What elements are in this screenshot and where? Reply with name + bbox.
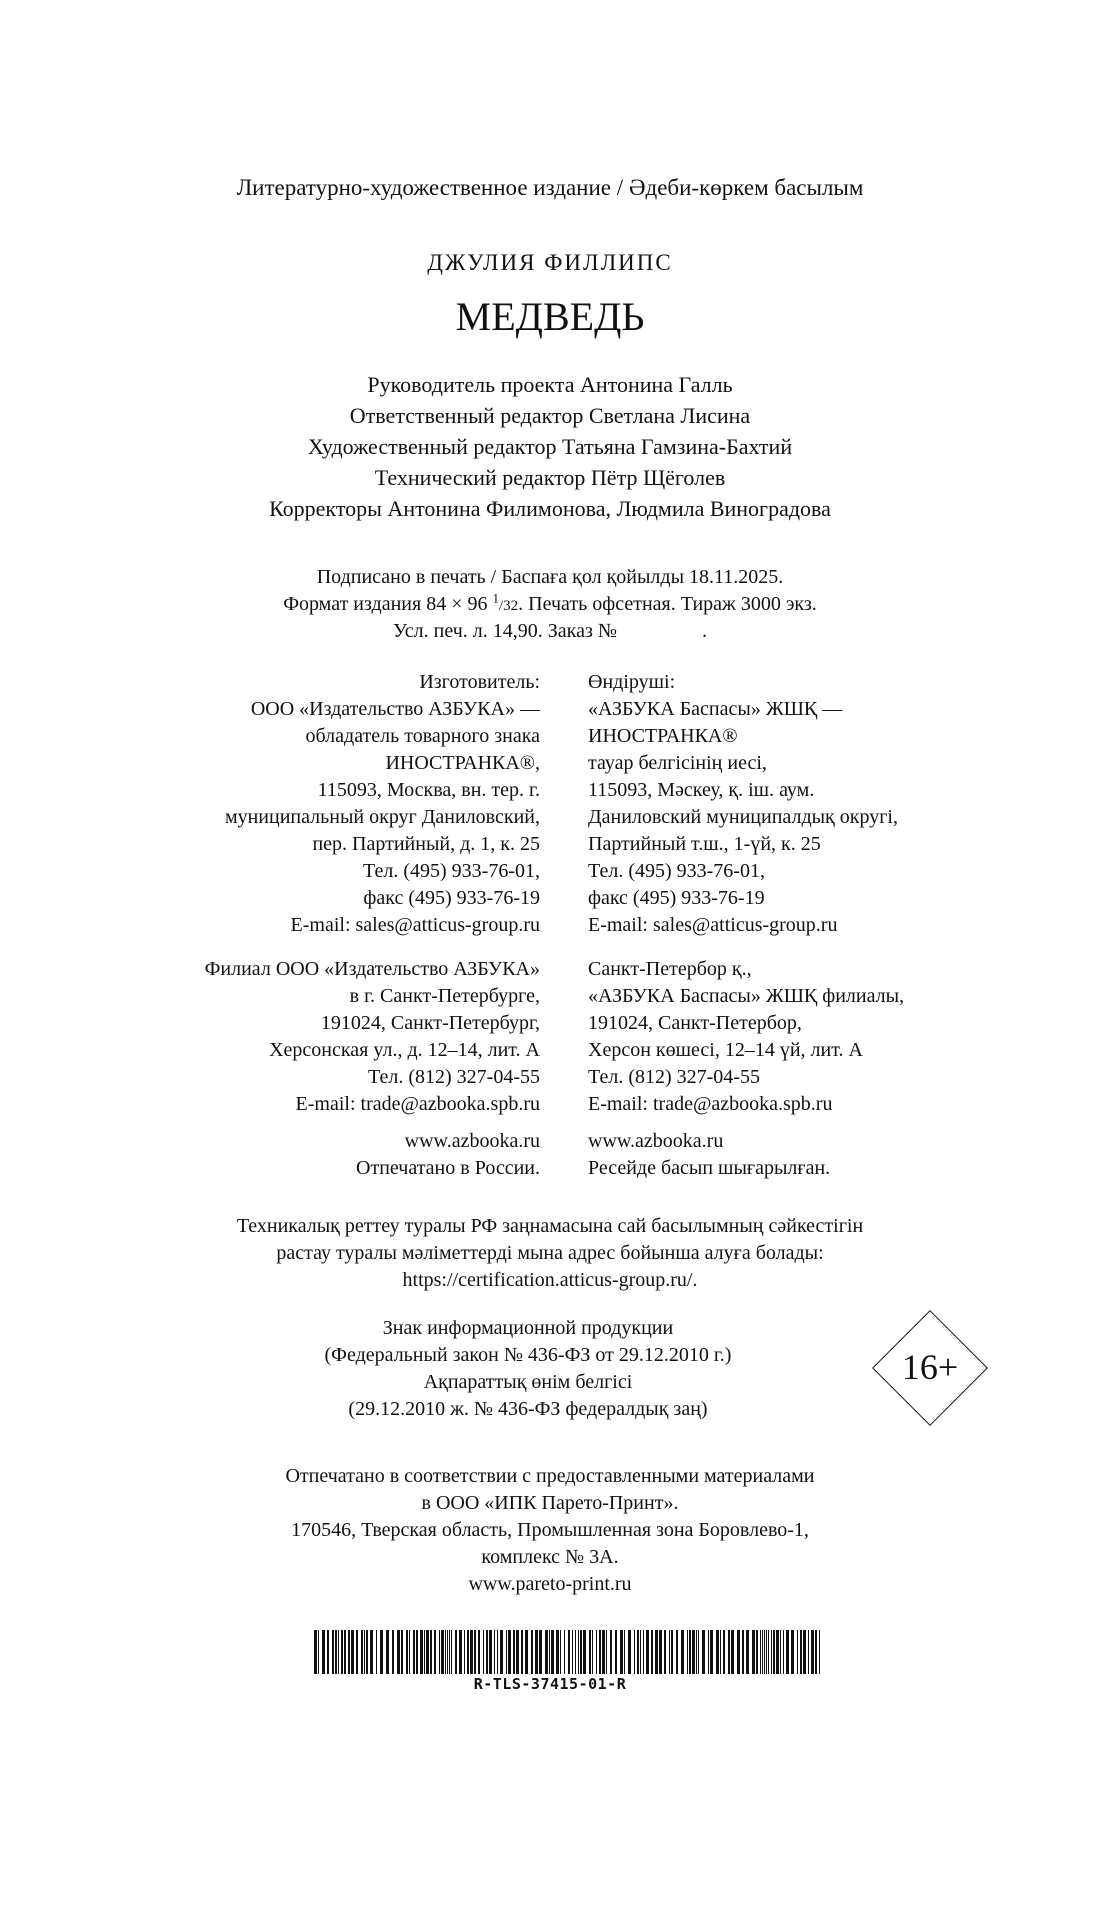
manufacturer-right: [588, 669, 898, 939]
barcode-bar: [549, 1630, 550, 1674]
barcode-bar: [664, 1630, 666, 1674]
barcode-bar: [430, 1630, 432, 1674]
address-line: 191024, Санкт-Петербор,: [588, 1012, 802, 1034]
address-line: 115093, Мәскеу, қ. іш. аум.: [588, 779, 815, 801]
barcode-bar: [643, 1630, 644, 1674]
barcode-bar: [556, 1630, 559, 1674]
barcode-bar: [545, 1630, 548, 1674]
barcode-bar: [344, 1630, 346, 1674]
barcode-bar: [610, 1630, 612, 1674]
barcode-bar: [397, 1630, 400, 1674]
barcode-bar: [710, 1630, 713, 1674]
barcode-bar: [361, 1630, 363, 1674]
barcode-bar: [572, 1630, 573, 1674]
barcode-bar: [811, 1630, 814, 1674]
barcode-bar: [689, 1630, 691, 1674]
barcode-bar: [746, 1630, 749, 1674]
barcode-bar: [413, 1630, 415, 1674]
barcode-bar: [637, 1630, 639, 1674]
certification-line: Техникалық реттеу туралы РФ заңнамасына сай басылымның сәйкестігін: [236, 1215, 864, 1237]
address-line: Өндіруші:: [588, 671, 676, 693]
barcode-bar: [416, 1630, 418, 1674]
barcode-bar: [578, 1630, 579, 1674]
barcode-bar: [815, 1630, 817, 1674]
barcode-bar: [406, 1630, 408, 1674]
barcode-bar: [766, 1630, 767, 1674]
address-line: Даниловский муниципалдық округі,: [588, 806, 898, 828]
barcode-bar: [615, 1630, 617, 1674]
barcode-bar: [500, 1630, 503, 1674]
address-line: в г. Санкт-Петербурге,: [349, 985, 540, 1007]
barcode-label: R-TLS-37415-01-R: [473, 1675, 627, 1693]
barcode-bar: [723, 1630, 725, 1674]
barcode-bar: [687, 1630, 688, 1674]
barcode-bar: [773, 1630, 775, 1674]
credit-line: Технический редактор Пётр Щёголев: [374, 465, 726, 490]
site-right: [588, 1128, 830, 1182]
barcode-bar: [786, 1630, 789, 1674]
barcode-bar: [497, 1630, 498, 1674]
barcode-bar: [338, 1630, 339, 1674]
barcode-bar: [698, 1630, 699, 1674]
branch-left: [205, 956, 540, 1118]
barcode-bar: [483, 1630, 484, 1674]
barcode-bar: [470, 1630, 473, 1674]
barcode-bar: [380, 1630, 383, 1674]
barcode-bar: [716, 1630, 719, 1674]
info-sign-line: Знак информационной продукции: [382, 1317, 674, 1339]
printed-in-line: Ресейде басып шығарылған.: [588, 1157, 831, 1179]
barcode-bar: [628, 1630, 631, 1674]
format-prefix: Формат издания 84 × 96: [283, 593, 493, 615]
barcode-bar: [327, 1630, 329, 1674]
printing-line: комплекс № 3А.: [481, 1546, 619, 1568]
barcode-bar: [819, 1630, 820, 1674]
book-title: МЕДВЕДЬ: [455, 294, 645, 339]
barcode-bar: [771, 1630, 772, 1674]
barcode-bar: [803, 1630, 806, 1674]
barcode-bar: [464, 1630, 465, 1674]
barcode-bar: [449, 1630, 450, 1674]
barcode-bar: [780, 1630, 781, 1674]
barcode-bar: [768, 1630, 769, 1674]
barcode-bar: [401, 1630, 403, 1674]
info-sign-line: Ақпараттық өнім белгісі: [423, 1371, 633, 1393]
barcode-bar: [434, 1630, 436, 1674]
signed-date: Подписано в печать / Баспаға қол қойылды 18.11.2025.: [316, 566, 784, 588]
barcode-bar: [681, 1630, 684, 1674]
barcode-bar: [318, 1630, 319, 1674]
barcode-bar: [575, 1630, 576, 1674]
barcode-bar: [516, 1630, 519, 1674]
credit-line: Корректоры Антонина Филимонова, Людмила Виноградова: [269, 496, 831, 521]
barcode-bar: [800, 1630, 802, 1674]
age-rating-label: 16+: [901, 1347, 959, 1387]
format-line: [0, 590, 1100, 616]
barcode-bar: [620, 1630, 623, 1674]
barcode-bar: [386, 1630, 389, 1674]
barcode-bar: [439, 1630, 440, 1674]
barcode-bar: [513, 1630, 515, 1674]
barcode-bar: [659, 1630, 662, 1674]
address-line: 191024, Санкт-Петербург,: [320, 1012, 540, 1034]
barcode-bar: [489, 1630, 492, 1674]
address-line: Санкт-Петербор қ.,: [588, 958, 752, 980]
barcode-bar: [580, 1630, 582, 1674]
barcode-bar: [332, 1630, 334, 1674]
email-line: E-mail: trade@azbooka.spb.ru: [588, 1093, 833, 1115]
address-line: ИНОСТРАНКА®,: [385, 752, 540, 774]
barcode-bar: [535, 1630, 538, 1674]
barcode-bar: [671, 1630, 673, 1674]
certification-line: растау туралы мәліметтерді мына адрес бойынша алуға болады:: [276, 1242, 824, 1264]
barcode-bar: [676, 1630, 678, 1674]
series-label: Литературно-художественное издание / Әдеби-көркем басылым: [236, 175, 864, 200]
address-line: Херсонская ул., д. 12–14, лит. А: [269, 1039, 540, 1061]
address-line: «АЗБУКА Баспасы» ЖШҚ филиалы,: [588, 985, 905, 1007]
barcode-bar: [314, 1630, 317, 1674]
email-line: E-mail: sales@atticus-group.ru: [588, 914, 838, 936]
barcode-bar: [420, 1630, 423, 1674]
barcode-bar: [720, 1630, 721, 1674]
barcode-bar: [531, 1630, 533, 1674]
barcode-bar: [646, 1630, 649, 1674]
barcode-bar: [441, 1630, 444, 1674]
barcode-bar: [764, 1630, 765, 1674]
address-line: пер. Партийный, д. 1, к. 25: [312, 833, 540, 855]
barcode-bar: [445, 1630, 446, 1674]
printing-line: Отпечатано в соответствии с предоставленными материалами: [285, 1465, 815, 1487]
barcode-bar: [366, 1630, 368, 1674]
address-line: ООО «Издательство АЗБУКА» —: [250, 698, 540, 720]
barcode-bar: [708, 1630, 709, 1674]
info-sign-line: (29.12.2010 ж. № 436-ФЗ федералдық заң): [348, 1398, 708, 1420]
barcode-bar: [596, 1630, 597, 1674]
barcode-bar: [356, 1630, 358, 1674]
barcode-bar: [370, 1630, 373, 1674]
barcode-bar: [341, 1630, 343, 1674]
barcode-bar: [447, 1630, 448, 1674]
site-left: [356, 1128, 540, 1182]
barcode-bar: [702, 1630, 705, 1674]
barcode-bar: [508, 1630, 511, 1674]
barcode-bar: [592, 1630, 593, 1674]
barcode-bar: [560, 1630, 561, 1674]
credit-line: Художественный редактор Татьяна Гамзина-Бахтий: [307, 434, 793, 459]
address-line: муниципальный округ Даниловский,: [224, 806, 540, 828]
barcode-bar: [728, 1630, 730, 1674]
barcode-bar: [351, 1630, 354, 1674]
barcode-bar: [322, 1630, 325, 1674]
barcode-bar: [451, 1630, 452, 1674]
barcode-bar: [335, 1630, 337, 1674]
certification-url: https://certification.atticus-group.ru/.: [402, 1269, 698, 1291]
barcode-bar: [459, 1630, 462, 1674]
credit-line: Руководитель проекта Антонина Галль: [367, 372, 733, 397]
barcode-bar: [564, 1630, 565, 1674]
barcode-bar: [655, 1630, 658, 1674]
barcode-bar: [506, 1630, 507, 1674]
author-name: ДЖУЛИЯ ФИЛЛИПС: [427, 250, 673, 275]
barcode-bar: [651, 1630, 653, 1674]
format-suffix: . Печать офсетная. Тираж 3000 экз.: [518, 593, 817, 615]
barcode-bar: [599, 1630, 601, 1674]
barcode-bar: [737, 1630, 740, 1674]
printed-in-line: Отпечатано в России.: [356, 1157, 540, 1179]
barcode-icon: [314, 1630, 824, 1674]
barcode-bar: [348, 1630, 350, 1674]
barcode-bar: [392, 1630, 394, 1674]
phone-line: Тел. (812) 327-04-55: [368, 1066, 540, 1088]
barcode-bar: [583, 1630, 586, 1674]
barcode-bar: [364, 1630, 365, 1674]
info-sign-line: (Федеральный закон № 436-ФЗ от 29.12.2010 г.): [324, 1344, 732, 1366]
phone-line: Тел. (495) 933-76-01,: [588, 860, 765, 882]
address-line: Филиал ООО «Издательство АЗБУКА»: [204, 958, 540, 980]
phone-line: Тел. (495) 933-76-01,: [363, 860, 540, 882]
format-sup: 1: [492, 590, 499, 606]
format-sub: /32: [498, 598, 519, 614]
branch-right: [588, 956, 904, 1118]
barcode-bar: [791, 1630, 794, 1674]
printing-line: 170546, Тверская область, Промышленная зона Боровлево-1,: [291, 1519, 809, 1541]
barcode-bar: [696, 1630, 697, 1674]
barcode-bar: [525, 1630, 528, 1674]
barcode-bar: [539, 1630, 542, 1674]
barcode-bar: [409, 1630, 410, 1674]
website-link: www.azbooka.ru: [588, 1130, 724, 1152]
barcode-bar: [467, 1630, 469, 1674]
barcode-bar: [589, 1630, 591, 1674]
barcode-bar: [486, 1630, 488, 1674]
fax-line: факс (495) 933-76-19: [588, 887, 765, 909]
barcode-bar: [776, 1630, 779, 1674]
address-line: тауар белгісінің иесі,: [588, 752, 767, 774]
website-link: www.azbooka.ru: [404, 1130, 540, 1152]
barcode-bar: [640, 1630, 641, 1674]
barcode-bar: [752, 1630, 755, 1674]
barcode-bar: [551, 1630, 554, 1674]
barcode-bar: [568, 1630, 570, 1674]
manufacturer-left: [225, 669, 540, 939]
address-line: «АЗБУКА Баспасы» ЖШҚ —: [588, 698, 843, 720]
barcode-bar: [669, 1630, 670, 1674]
barcode-bar: [756, 1630, 758, 1674]
address-line: ИНОСТРАНКА®: [588, 725, 738, 747]
barcode-bar: [808, 1630, 809, 1674]
barcode-bar: [424, 1630, 425, 1674]
barcode-bar: [634, 1630, 635, 1674]
email-line: E-mail: trade@azbooka.spb.ru: [295, 1093, 540, 1115]
barcode-bar: [455, 1630, 457, 1674]
address-line: Херсон көшесі, 12–14 үй, лит. А: [588, 1039, 863, 1061]
address-line: Партийный т.ш., 1-үй, к. 25: [588, 833, 821, 855]
phone-line: Тел. (812) 327-04-55: [588, 1066, 760, 1088]
email-line: E-mail: sales@atticus-group.ru: [290, 914, 540, 936]
address-line: обладатель товарного знака: [305, 725, 540, 747]
barcode-bar: [478, 1630, 480, 1674]
barcode-bar: [521, 1630, 523, 1674]
barcode-bar: [760, 1630, 761, 1674]
fax-line: факс (495) 933-76-19: [363, 887, 540, 909]
barcode-bar: [624, 1630, 625, 1674]
address-line: 115093, Москва, вн. тер. г.: [317, 779, 540, 801]
barcode-bar: [797, 1630, 798, 1674]
credit-line: Ответственный редактор Светлана Лисина: [349, 403, 751, 428]
barcode-bar: [692, 1630, 695, 1674]
printing-url: www.pareto-print.ru: [468, 1573, 632, 1595]
barcode-bar: [783, 1630, 784, 1674]
printing-line: в ООО «ИПК Парето-Принт».: [421, 1492, 679, 1514]
barcode-bar: [606, 1630, 607, 1674]
address-line: Изготовитель:: [419, 671, 540, 693]
barcode-bar: [762, 1630, 763, 1674]
barcode-bar: [474, 1630, 476, 1674]
barcode-bar: [731, 1630, 734, 1674]
barcode-bar: [376, 1630, 377, 1674]
barcode-bar: [742, 1630, 744, 1674]
barcode-bar: [494, 1630, 495, 1674]
barcode-bar: [602, 1630, 605, 1674]
conditions-line: Усл. печ. л. 14,90. Заказ № .: [393, 620, 707, 642]
barcode-bar: [426, 1630, 429, 1674]
